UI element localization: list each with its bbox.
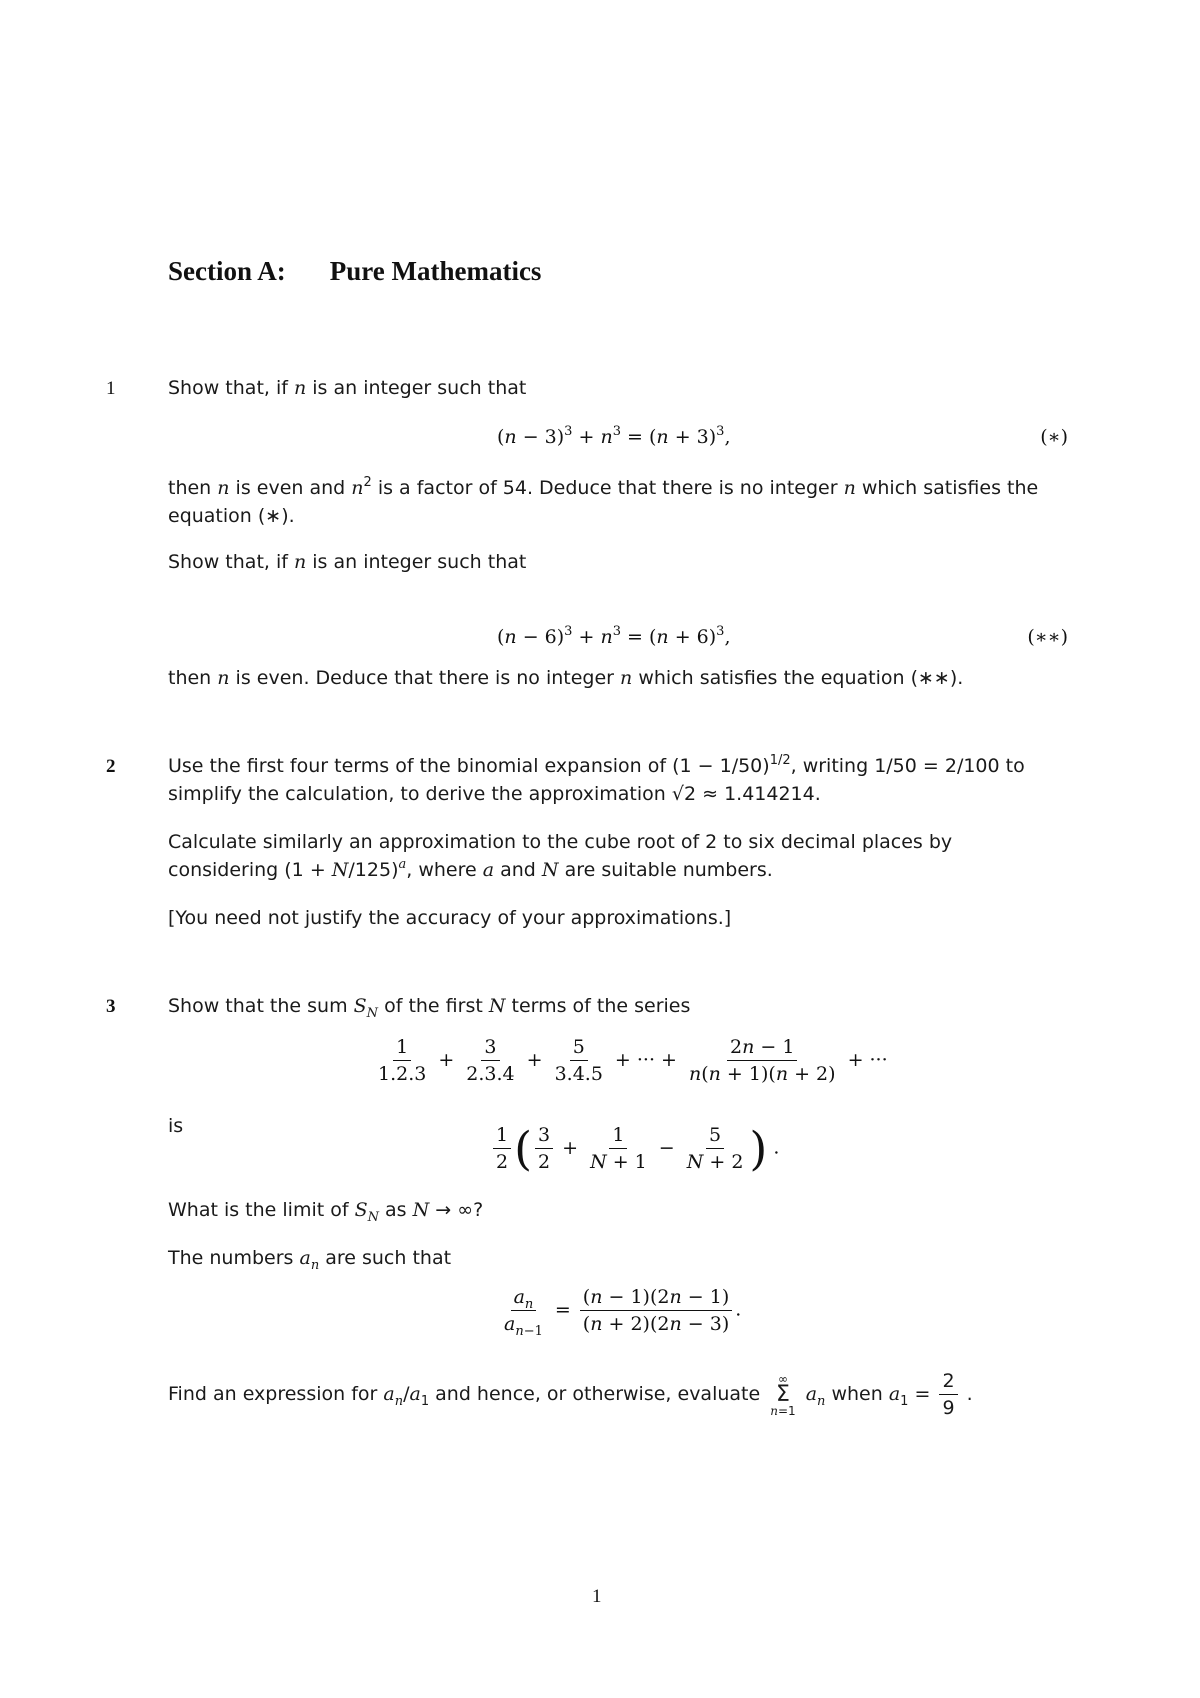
q3-limit-question: What is the limit of $S_N$ as N → ∞? [168, 1199, 484, 1225]
q3-recurrence: $\frac{a_n}{a_{n-1}}$ = $\frac{(n - 1)(2n - 1)}{(n + 2)(2n - 3)}$ . [504, 1286, 742, 1339]
q3-series: $\frac{1}{1.2.3}$ + $\frac{3}{2.3.4}$ + $\frac{5}{3.4.5}$ + ··· + $\frac{2n - 1}{n(n + 1)(n + 2)}$ + ··· [378, 1036, 888, 1085]
question-1-number: 1 [106, 378, 116, 399]
section-heading [168, 256, 541, 287]
q3-final-question: Find an expression for $a_n/a_1$ and hence, or otherwise, evaluate ∞ Σ n=1 $a_n$ when $a_1$ = $\frac{2}{9}$ . [168, 1370, 973, 1419]
q1-after-1: then n is even and $n^2$ is a factor of 54. Deduce that there is no integer n which satisfies the equation (∗). [168, 475, 1039, 527]
q1-intro-2: Show that, if n is an integer such that [168, 551, 527, 573]
q3-sum-formula: $\frac{1}{2}$ ( $\frac{3}{2}$ + $\frac{1}{N + 1}$ − $\frac{5}{N + 2}$ ) . [490, 1124, 779, 1173]
q1-equation-double-star-label: (∗∗) [1027, 626, 1068, 648]
q3-is: is [168, 1115, 184, 1137]
section-label: Section A: [168, 256, 286, 286]
q2-paragraph-2: Calculate similarly an approximation to the cube root of 2 to six decimal places by considering $(1 + N/125)^a$, where a and N are suitable numbers. [168, 831, 953, 881]
q3-numbers-intro: The numbers $a_n$ are such that [168, 1247, 452, 1273]
q1-equation-double-star: $(n - 6)^3 + n^3 = (n + 6)^3$, [497, 624, 731, 648]
q1-equation-star-label: (∗) [1040, 426, 1068, 448]
q2-paragraph-1: Use the first four terms of the binomial expansion of $(1 - 1/50)^{1/2}$, writing 1/50 = 2/100 to simplify the calculation, to derive the approximation √2 ≈ 1.414214. [168, 753, 1025, 805]
q1-intro-1: Show that, if n is an integer such that [168, 377, 527, 399]
question-3-number: 3 [106, 996, 116, 1017]
q1-equation-star: $(n - 3)^3 + n^3 = (n + 3)^3$, [497, 424, 731, 448]
q1-after-2: then n is even. Deduce that there is no integer n which satisfies the equation (∗∗). [168, 667, 964, 689]
page-number: 1 [592, 1586, 602, 1607]
q2-paragraph-3: [You need not justify the accuracy of your approximations.] [168, 907, 732, 929]
q3-intro: Show that the sum $S_N$ of the first N terms of the series [168, 995, 691, 1021]
question-2-number: 2 [106, 756, 116, 777]
section-title: Pure Mathematics [329, 256, 542, 286]
